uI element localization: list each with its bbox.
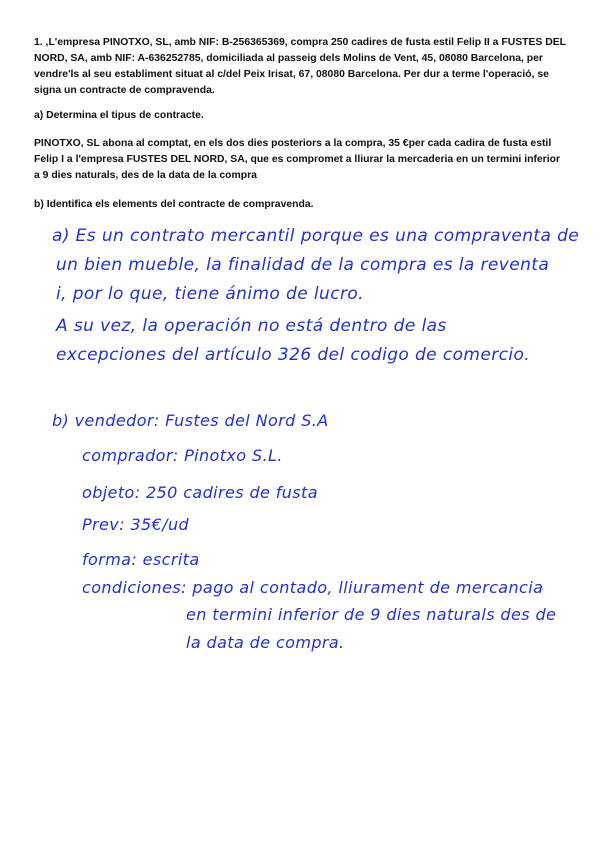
answer-b-line: comprador: Pinotxo S.L.: [82, 446, 283, 465]
answer-a-line: i, por lo que, tiene ánimo de lucro.: [56, 284, 364, 304]
exercise-statement: 1. ,L'empresa PINOTXO, SL, amb NIF: B-256365369, compra 250 cadires de fusta estil Felip II a FUSTES DEL NORD, SA, amb NIF: A-636252785, domiciliada al passeig dels Molins de Vent, 45, 08080 Barcelona, per vendre'ls al seu establiment situat al c/del Peix Irisat, 67, 08080 Barcelona. Per dur a terme l'operació, se signa un contracte de compravenda.: [34, 37, 566, 96]
answer-a-line: un bien mueble, la finalidad de la compra es la reventa: [56, 255, 550, 275]
answer-a-line: a) Es un contrato mercantil porque es una compraventa de: [52, 226, 580, 246]
answer-b-line: condiciones: pago al contado, lliurament de mercancia: [82, 578, 544, 597]
answer-b-line: en termini inferior de 9 dies naturals des de: [186, 605, 557, 624]
answer-b-line: forma: escrita: [82, 550, 200, 569]
answer-a-line: excepciones del artículo 326 del codigo de comercio.: [56, 345, 531, 365]
question-b: b) Identifica els elements del contracte de compravenda.: [34, 199, 314, 210]
answer-a-line: A su vez, la operación no está dentro de las: [56, 316, 447, 336]
exercise-context: PINOTXO, SL abona al comptat, en els dos dies posteriors a la compra, 35 €per cada cadira de fusta estil Felip I a l'empresa FUSTES DEL NORD, SA, que es compromet a lliurar la mercaderia en un termini inferior a 9 dies naturals, des de la data de la compra: [34, 138, 561, 181]
answer-b-line: b) vendedor: Fustes del Nord S.A: [52, 411, 329, 430]
answer-b-line: Prev: 35€/ud: [82, 515, 190, 534]
question-a: a) Determina el tipus de contracte.: [34, 110, 204, 121]
answer-b-line: objeto: 250 cadires de fusta: [82, 483, 318, 502]
answer-b-line: la data de compra.: [186, 633, 345, 652]
